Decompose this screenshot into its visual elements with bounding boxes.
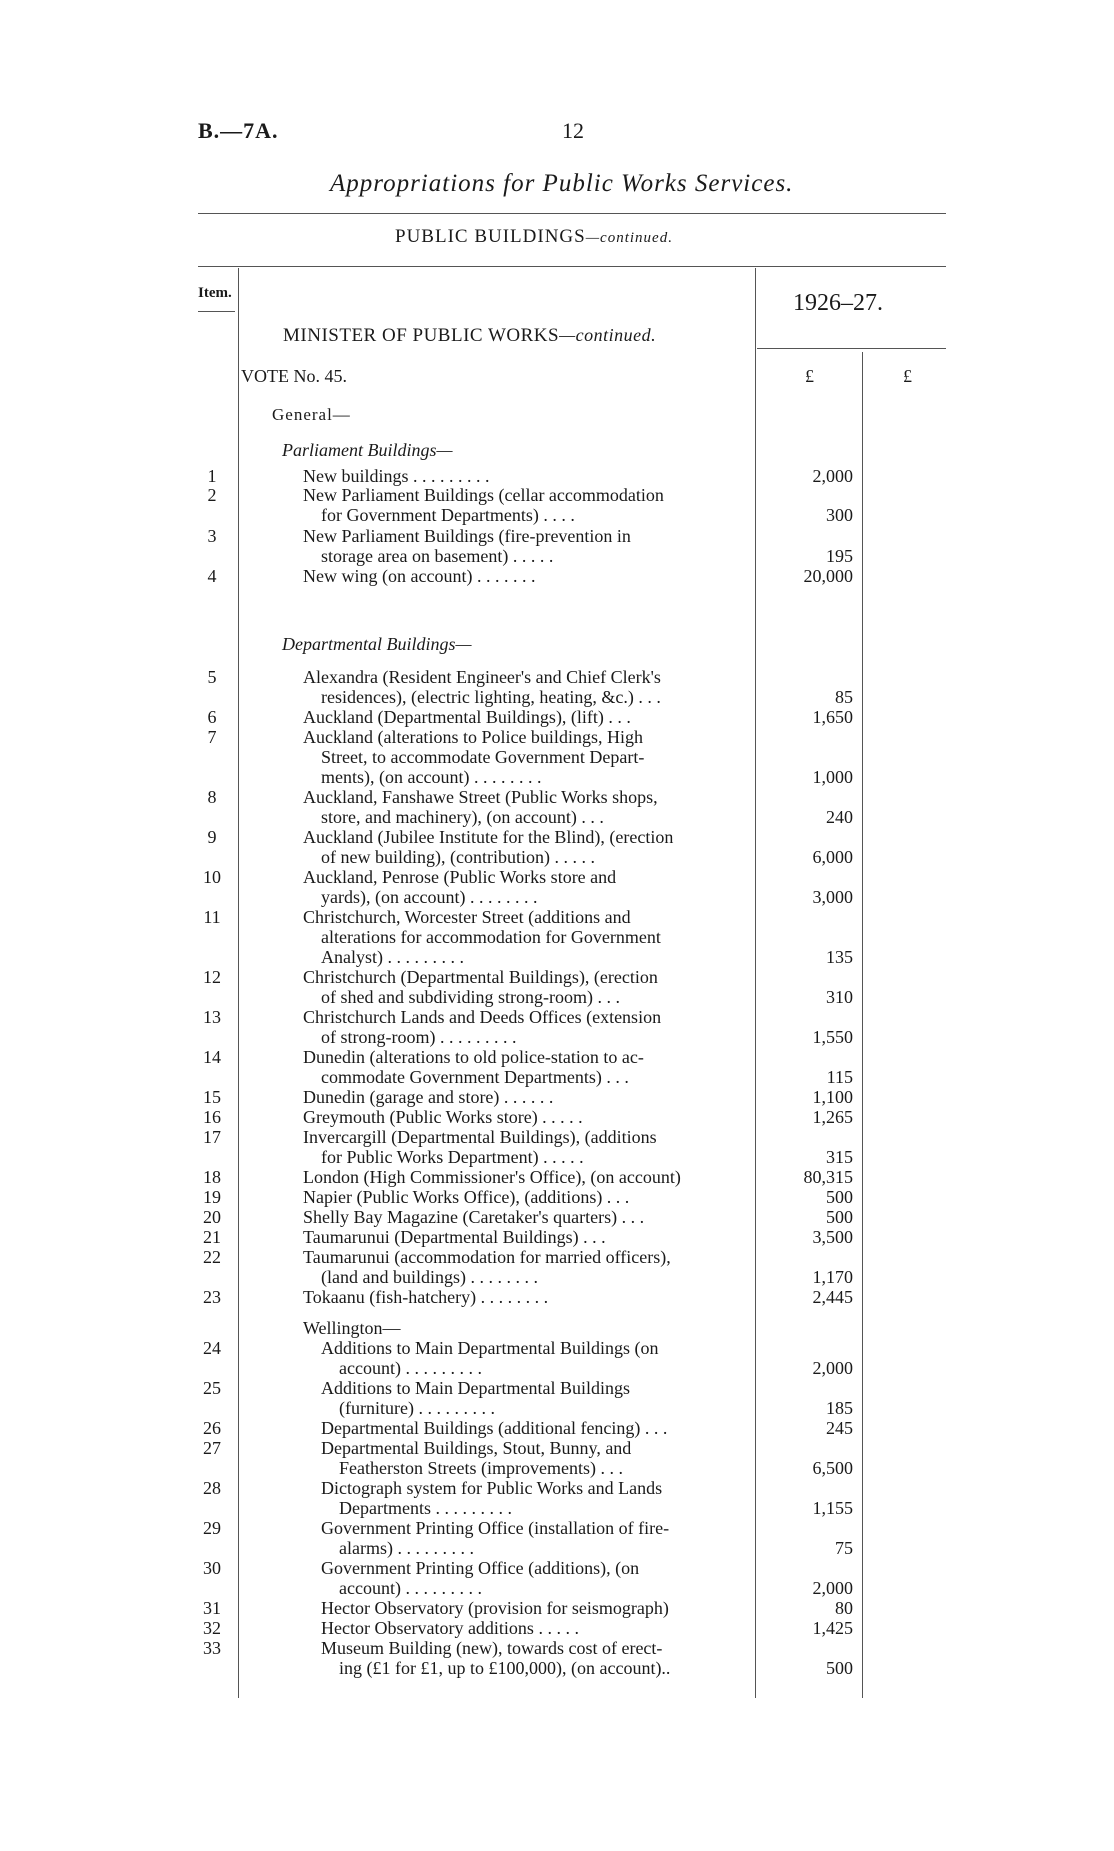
description-line: for Government Departments) . . . . <box>321 505 575 525</box>
description-line: Invercargill (Departmental Buildings), (additions <box>303 1127 657 1147</box>
item-number: 24 <box>203 1338 221 1358</box>
item-description <box>303 1207 748 1227</box>
item-number: 22 <box>203 1247 221 1267</box>
item-column-divider <box>238 268 239 1698</box>
wellington-heading: Wellington— <box>303 1318 401 1338</box>
item-amount: 1,265 <box>812 1107 853 1127</box>
item-number: 14 <box>203 1047 221 1067</box>
vote-label: VOTE No. 45. <box>241 366 347 386</box>
item-amount: 1,650 <box>812 707 853 727</box>
item-number: 13 <box>203 1007 221 1027</box>
description-line: (furniture) . . . . . . . . . <box>339 1398 495 1418</box>
item-description <box>303 566 748 586</box>
item-number: 10 <box>203 867 221 887</box>
description-line: account) . . . . . . . . . <box>339 1578 482 1598</box>
item-number: 26 <box>203 1418 221 1438</box>
item-amount: 1,000 <box>812 767 853 787</box>
description-line: Departments . . . . . . . . . <box>339 1498 512 1518</box>
item-number: 8 <box>207 787 217 807</box>
item-number: 21 <box>203 1227 221 1247</box>
description-line: ing (£1 for £1, up to £100,000), (on account).. <box>339 1658 671 1678</box>
item-amount: 1,155 <box>812 1498 853 1518</box>
item-amount: 245 <box>826 1418 853 1438</box>
description-line: Government Printing Office (additions), (on <box>321 1558 640 1578</box>
item-description <box>303 1107 748 1127</box>
item-amount: 135 <box>826 947 853 967</box>
item-amount: 75 <box>835 1538 853 1558</box>
item-description <box>303 1187 748 1207</box>
item-amount: 85 <box>835 687 853 707</box>
description-line: Christchurch (Departmental Buildings), (erection <box>303 967 658 987</box>
item-number: 28 <box>203 1478 221 1498</box>
item-description <box>321 1518 748 1558</box>
description-line: of shed and subdividing strong-room) . . . <box>321 987 620 1007</box>
item-description <box>321 1478 748 1518</box>
description-line: ments), (on account) . . . . . . . . <box>321 767 542 787</box>
description-line: Auckland (Jubilee Institute for the Blind), (erection <box>303 827 674 847</box>
item-description <box>303 1087 748 1107</box>
item-amount: 1,550 <box>812 1027 853 1047</box>
item-amount: 1,100 <box>812 1087 853 1107</box>
description-line: Additions to Main Departmental Buildings <box>321 1378 630 1398</box>
item-number: 12 <box>203 967 221 987</box>
item-description <box>303 787 748 827</box>
item-amount: 300 <box>826 505 853 525</box>
item-description <box>303 485 748 525</box>
item-amount: 3,000 <box>812 887 853 907</box>
item-number: 4 <box>207 566 217 586</box>
item-number: 16 <box>203 1107 221 1127</box>
document-code: B.—7A. <box>198 118 279 143</box>
description-line: New Parliament Buildings (cellar accommodation <box>303 485 664 505</box>
item-description <box>303 1167 748 1187</box>
item-amount: 2,445 <box>812 1287 853 1307</box>
general-heading: General— <box>272 405 351 424</box>
description-line: Analyst) . . . . . . . . . <box>321 947 464 967</box>
description-line: New wing (on account) . . . . . . . <box>303 566 536 586</box>
item-description <box>321 1418 748 1438</box>
item-description <box>303 967 748 1007</box>
parliament-buildings-heading: Parliament Buildings— <box>282 440 453 460</box>
description-line: residences), (electric lighting, heating, &c.) . . . <box>321 687 661 707</box>
description-line: Tokaanu (fish-hatchery) . . . . . . . . <box>303 1287 549 1307</box>
page-number: 12 <box>562 118 584 143</box>
description-line: Alexandra (Resident Engineer's and Chief Clerk's <box>303 667 661 687</box>
description-line: Additions to Main Departmental Buildings (on <box>321 1338 659 1358</box>
section-title <box>395 226 673 248</box>
description-line: for Public Works Department) . . . . . <box>321 1147 584 1167</box>
description-line: New buildings . . . . . . . . . <box>303 466 490 486</box>
description-line: Taumarunui (Departmental Buildings) . . . <box>303 1227 606 1247</box>
description-line: yards), (on account) . . . . . . . . <box>321 887 538 907</box>
item-description <box>303 707 748 727</box>
description-line: Museum Building (new), towards cost of erect- <box>321 1638 663 1658</box>
description-line: London (High Commissioner's Office), (on account) <box>303 1167 681 1187</box>
minister-heading-suffix: —continued. <box>559 325 657 345</box>
item-amount: 1,170 <box>812 1267 853 1287</box>
description-line: Featherston Streets (improvements) . . . <box>339 1458 623 1478</box>
description-line: Street, to accommodate Government Depart- <box>321 747 645 767</box>
item-amount: 240 <box>826 807 853 827</box>
year-column-header: 1926–27. <box>793 290 883 316</box>
item-number: 11 <box>203 907 221 927</box>
item-amount: 315 <box>826 1147 853 1167</box>
description-line: Departmental Buildings, Stout, Bunny, and <box>321 1438 632 1458</box>
description-line: Dunedin (alterations to old police-station to ac- <box>303 1047 644 1067</box>
item-description <box>321 1378 748 1418</box>
amount-column-divider <box>755 268 756 1698</box>
item-column-header: Item. <box>198 285 232 301</box>
description-line: account) . . . . . . . . . <box>339 1358 482 1378</box>
description-line: of new building), (contribution) . . . . . <box>321 847 595 867</box>
description-line: alarms) . . . . . . . . . <box>339 1538 474 1558</box>
section-title-suffix: —continued. <box>585 230 673 246</box>
item-amount: 500 <box>826 1658 853 1678</box>
description-line: Greymouth (Public Works store) . . . . . <box>303 1107 583 1127</box>
item-amount: 115 <box>826 1067 853 1087</box>
total-column-divider <box>862 352 863 1698</box>
item-number: 29 <box>203 1518 221 1538</box>
description-line: alterations for accommodation for Government <box>321 927 661 947</box>
minister-heading <box>283 325 656 347</box>
item-amount: 6,500 <box>812 1458 853 1478</box>
item-description <box>303 727 748 787</box>
currency-symbol: £ <box>805 366 814 386</box>
section-title-text: PUBLIC BUILDINGS <box>395 226 586 247</box>
item-amount: 195 <box>826 546 853 566</box>
item-number: 32 <box>203 1618 221 1638</box>
item-description <box>303 907 748 967</box>
item-amount: 500 <box>826 1207 853 1227</box>
item-amount: 80 <box>835 1598 853 1618</box>
item-description <box>321 1598 748 1618</box>
description-line: commodate Government Departments) . . . <box>321 1067 629 1087</box>
item-amount: 2,000 <box>812 1578 853 1598</box>
item-number: 6 <box>207 707 217 727</box>
description-line: Auckland, Fanshawe Street (Public Works shops, <box>303 787 658 807</box>
item-amount: 185 <box>826 1398 853 1418</box>
item-number: 2 <box>207 485 217 505</box>
description-line: Dictograph system for Public Works and Lands <box>321 1478 663 1498</box>
item-number: 3 <box>207 526 217 546</box>
currency-symbol: £ <box>903 366 912 386</box>
description-line: (land and buildings) . . . . . . . . <box>321 1267 538 1287</box>
item-number: 15 <box>203 1087 221 1107</box>
item-amount: 2,000 <box>812 466 853 486</box>
title-rule <box>198 213 946 214</box>
item-amount: 2,000 <box>812 1358 853 1378</box>
item-amount: 310 <box>826 987 853 1007</box>
item-description <box>303 667 748 707</box>
item-description <box>303 466 748 486</box>
item-number: 31 <box>203 1598 221 1618</box>
item-number: 18 <box>203 1167 221 1187</box>
description-line: Government Printing Office (installation of fire- <box>321 1518 670 1538</box>
description-line: New Parliament Buildings (fire-prevention in <box>303 526 631 546</box>
item-number: 7 <box>207 727 217 747</box>
description-line: storage area on basement) . . . . . <box>321 546 554 566</box>
item-description <box>321 1558 748 1598</box>
item-number: 27 <box>203 1438 221 1458</box>
item-amount: 80,315 <box>803 1167 853 1187</box>
item-number: 25 <box>203 1378 221 1398</box>
item-description <box>303 1047 748 1087</box>
description-line: Auckland (alterations to Police buildings, High <box>303 727 643 747</box>
description-line: Hector Observatory (provision for seismograph) <box>321 1598 669 1618</box>
item-description <box>303 526 748 566</box>
item-description <box>321 1638 748 1678</box>
item-description <box>321 1618 748 1638</box>
description-line: Taumarunui (accommodation for married officers), <box>303 1247 671 1267</box>
item-description <box>303 867 748 907</box>
description-line: Christchurch, Worcester Street (additions and <box>303 907 631 927</box>
item-description <box>303 827 748 867</box>
item-number: 23 <box>203 1287 221 1307</box>
item-description <box>303 1127 748 1167</box>
item-amount: 3,500 <box>812 1227 853 1247</box>
item-description <box>321 1338 748 1378</box>
item-number: 20 <box>203 1207 221 1227</box>
description-line: Napier (Public Works Office), (additions) . . . <box>303 1187 630 1207</box>
description-line: Hector Observatory additions . . . . . <box>321 1618 579 1638</box>
minister-heading-text: MINISTER OF PUBLIC WORKS <box>283 325 560 346</box>
item-amount: 500 <box>826 1187 853 1207</box>
item-number: 30 <box>203 1558 221 1578</box>
item-description <box>303 1287 748 1307</box>
description-line: store, and machinery), (on account) . . . <box>321 807 604 827</box>
item-number: 33 <box>203 1638 221 1658</box>
description-line: Shelly Bay Magazine (Caretaker's quarters) . . . <box>303 1207 645 1227</box>
item-description <box>303 1247 748 1287</box>
item-amount: 6,000 <box>812 847 853 867</box>
item-number: 5 <box>207 667 217 687</box>
table-top-rule <box>198 266 946 267</box>
description-line: Christchurch Lands and Deeds Offices (extension <box>303 1007 662 1027</box>
item-number: 17 <box>203 1127 221 1147</box>
item-number: 1 <box>207 466 217 486</box>
description-line: Departmental Buildings (additional fencing) . . . <box>321 1418 668 1438</box>
item-amount: 20,000 <box>803 566 853 586</box>
description-line: Auckland (Departmental Buildings), (lift) . . . <box>303 707 631 727</box>
departmental-buildings-heading: Departmental Buildings— <box>282 634 472 654</box>
page-title: Appropriations for Public Works Services. <box>330 170 794 197</box>
item-description <box>303 1227 748 1247</box>
item-number: 9 <box>207 827 217 847</box>
description-line: Dunedin (garage and store) . . . . . . <box>303 1087 554 1107</box>
item-description <box>303 1007 748 1047</box>
item-number: 19 <box>203 1187 221 1207</box>
description-line: of strong-room) . . . . . . . . . <box>321 1027 517 1047</box>
description-line: Auckland, Penrose (Public Works store and <box>303 867 617 887</box>
item-header-rule <box>198 311 235 312</box>
year-header-rule <box>757 348 946 349</box>
item-description <box>321 1438 748 1478</box>
item-amount: 1,425 <box>812 1618 853 1638</box>
